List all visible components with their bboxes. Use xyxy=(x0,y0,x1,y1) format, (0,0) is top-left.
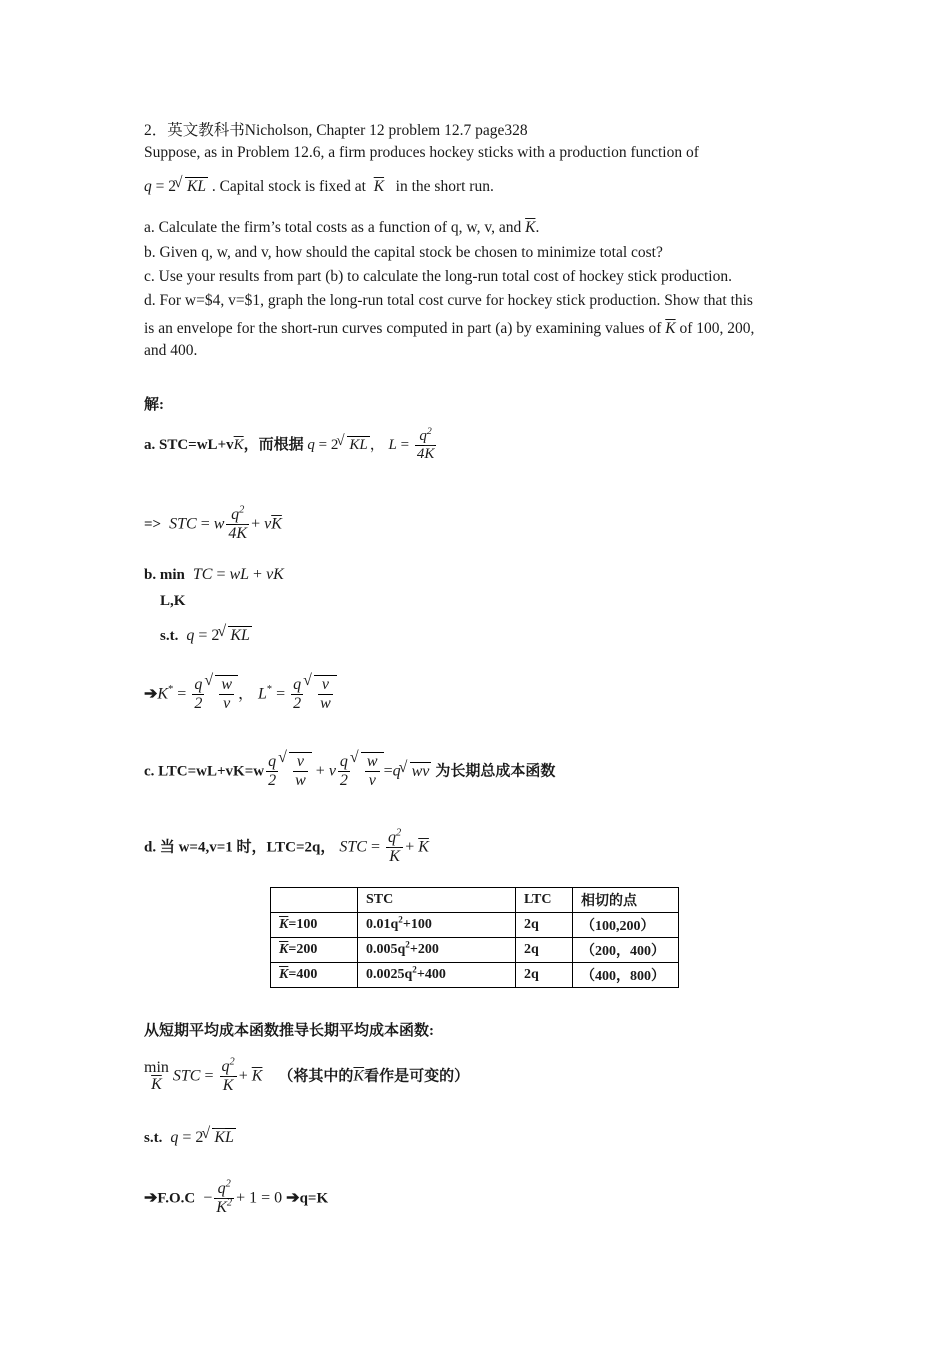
intro-text-3: in the short run. xyxy=(395,178,494,195)
part-d-question: d. For w=$4, v=$1, graph the long-run total cost curve for hockey stick production. Show that this xyxy=(144,292,753,309)
solution-b-constraint: s.t. q = 2 √ KL xyxy=(160,626,252,645)
derivation-title: 从短期平均成本函数推导长期平均成本函数: xyxy=(144,1023,434,1039)
table-cell: $0.005q^2+200$ xyxy=(358,938,516,963)
min-stc-problem: min $\overline{K}$ STC = $\frac{q^2}{K}$ + $\overline{K}$ （将其中的$\overline{K}$看作是可变的） xyxy=(144,1056,470,1095)
solution-c: c. LTC=wL+vK=w $\frac{q}{2}$ √ $\frac{v}{w}$ + v $\frac{q}{2}$ √ $\frac{w}{v}$ =q √ wv 为长期总成本函数 xyxy=(144,752,555,791)
optimal-inputs: ➔K* = $\frac{q}{2}$ √ $\frac{w}{v}$ ， L* = $\frac{q}{2}$ √ $\frac{v}{w}$ xyxy=(144,675,337,714)
stc-formula: => STC = w $\frac{q^2}{4\overline{K}}$ + $v\overline{K}$ xyxy=(144,504,282,543)
table-cell: $\overline{K}=200$ xyxy=(271,938,358,963)
intro-text-2: . Capital stock is fixed at xyxy=(211,178,366,195)
arrow-icon: ➔ xyxy=(144,685,158,703)
part-c-question: c. Use your results from part (b) to calculate the long-run total cost of hockey stick production. xyxy=(144,268,732,285)
table-cell: 2q xyxy=(516,963,573,988)
table-cell: $\overline{K}=400$ xyxy=(271,963,358,988)
table-row xyxy=(271,913,679,938)
table-cell: $0.0025q^2+400$ xyxy=(358,963,516,988)
table-header-cell: STC xyxy=(358,888,516,913)
arrow-icon: ➔ xyxy=(286,1189,300,1207)
min-operator: min $\overline{K}$ xyxy=(144,1059,169,1093)
problem-header: 2．英文教科书Nicholson, Chapter 12 problem 12.7 page328 xyxy=(144,122,528,139)
part-d-question-cont: is an envelope for the short-run curves computed in part (a) by examining values of $\overline{K}$ of 100, 200, xyxy=(144,320,755,337)
table-header-cell: LTC xyxy=(516,888,573,913)
solution-b-objective: b. min TC = wL + vK xyxy=(144,566,284,583)
table-header-cell: 相切的点 xyxy=(573,888,679,913)
table-cell: （100,200） xyxy=(573,913,679,938)
solution-label: 解: xyxy=(144,397,164,413)
solution-d: d. 当 w=4,v=1 时，LTC=2q， STC = $\frac{q^2}{K}$ + $\overline{K}$ xyxy=(144,827,429,866)
table-cell: （400，800） xyxy=(573,963,679,988)
part-a-question: a. Calculate the firm’s total costs as a function of q, w, v, and $\overline{K}$. xyxy=(144,219,540,236)
table-header-cell xyxy=(271,888,358,913)
table-header-row xyxy=(271,888,679,913)
production-function-line: q = 2 √ KL . Capital stock is fixed at $\overline{K}$ in the short run. xyxy=(144,177,494,196)
table-row xyxy=(271,963,679,988)
table-cell: 2q xyxy=(516,913,573,938)
table-cell: （200，400） xyxy=(573,938,679,963)
arrow-icon: ➔ xyxy=(144,1189,158,1207)
solution-a: a. $STC=wL+v\overline{K}$，而根据 q = 2 √ KL ， L = $\frac{q^2}{4\overline{K}}$ xyxy=(144,428,438,464)
part-d-question-end: and 400. xyxy=(144,342,198,359)
table-row xyxy=(271,938,679,963)
solution-b-subscript: L,K xyxy=(160,593,186,609)
cost-table xyxy=(270,887,679,988)
table-cell: $0.01q^2+100$ xyxy=(358,913,516,938)
table-cell: 2q xyxy=(516,938,573,963)
table-cell: $\overline{K}=100$ xyxy=(271,913,358,938)
foc-line: ➔F.O.C − $\frac{q^2}{\overline{K}^2}$ + 1 = 0 ➔q=K xyxy=(144,1178,329,1217)
part-b-question: b. Given q, w, and v, how should the capital stock be chosen to minimize total cost? xyxy=(144,244,663,261)
problem-intro: Suppose, as in Problem 12.6, a firm produces hockey sticks with a production function of xyxy=(144,144,699,161)
min-stc-constraint: s.t. q = 2 √ $\overline{K}L$ xyxy=(144,1128,236,1147)
